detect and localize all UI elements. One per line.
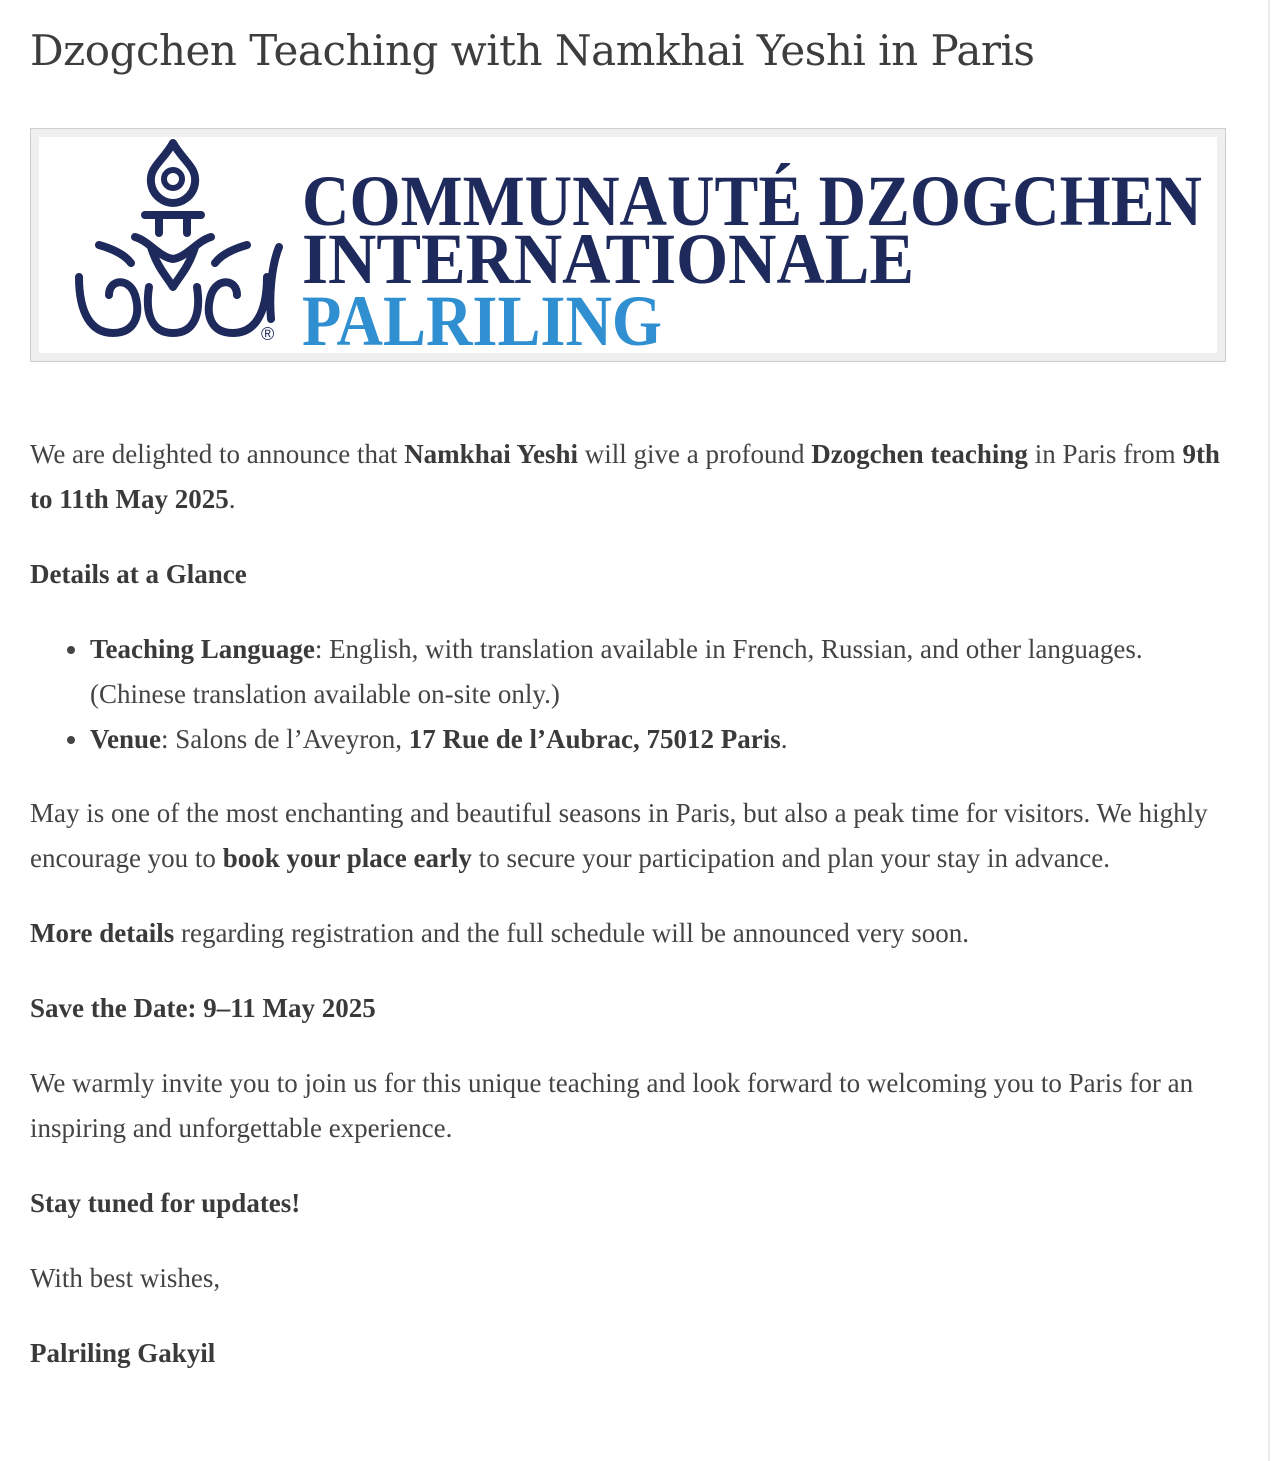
venue-address: 17 Rue de l’Aubrac, 75012 Paris (408, 724, 781, 754)
article-body (30, 432, 1230, 1406)
invite-paragraph: We warmly invite you to join us for this unique teaching and look forward to welcoming you to Paris for an inspiring and unforgettable experience. (30, 1068, 1194, 1143)
banner-image (30, 128, 1226, 362)
closing-wishes: With best wishes, (30, 1263, 221, 1293)
page-right-border (1268, 0, 1270, 1461)
banner-line-internationale: INTERNATIONALE (302, 219, 914, 299)
signature: Palriling Gakyil (30, 1338, 216, 1368)
may-paragraph (30, 791, 1230, 881)
more-details-emphasis: More details (30, 918, 175, 948)
save-the-date: Save the Date: 9–11 May 2025 (30, 993, 376, 1023)
language-label: Teaching Language (90, 634, 315, 664)
teaching-name: Dzogchen teaching (811, 439, 1028, 469)
details-heading: Details at a Glance (30, 559, 247, 589)
banner-graphic (39, 137, 1217, 353)
may-text-1: May is one of the most enchanting and beautiful seasons in Paris, but also a peak time for visitors. We highly encourage you to (30, 798, 1208, 873)
intro-paragraph (30, 432, 1230, 522)
dzogchen-logo-icon (79, 143, 279, 333)
list-item-venue (90, 717, 1230, 762)
book-early-emphasis: book your place early (222, 843, 472, 873)
banner-line-palriling: PALRILING (302, 281, 662, 353)
language-text: : English, with translation available in French, Russian, and other languages. (Chinese translation available on-site only.) (90, 634, 1143, 709)
registered-mark: ® (261, 324, 275, 344)
intro-text-1: We are delighted to announce that (30, 439, 405, 469)
article (30, 0, 1230, 1368)
page-title: Dzogchen Teaching with Namkhai Yeshi in Paris (30, 26, 1035, 75)
more-details-paragraph (30, 911, 1230, 956)
banner-line-communaute: COMMUNAUTÉ DZOGCHEN (302, 161, 1202, 241)
venue-text: : Salons de l’Aveyron, (161, 724, 409, 754)
more-details-text: regarding registration and the full schedule will be announced very soon. (174, 918, 969, 948)
intro-text-3: in Paris from (1027, 439, 1183, 469)
teaching-dates: 9th to 11th May 2025 (30, 439, 1220, 514)
list-item-language (90, 627, 1230, 717)
may-text-2: to secure your participation and plan your stay in advance. (471, 843, 1110, 873)
teacher-name: Namkhai Yeshi (404, 439, 578, 469)
intro-text-2: will give a profound (577, 439, 812, 469)
venue-tail: . (780, 724, 788, 754)
intro-text-4: . (228, 484, 236, 514)
details-list (30, 627, 1230, 762)
stay-tuned: Stay tuned for updates! (30, 1188, 301, 1218)
venue-label: Venue (90, 724, 162, 754)
banner-inner (39, 137, 1217, 353)
